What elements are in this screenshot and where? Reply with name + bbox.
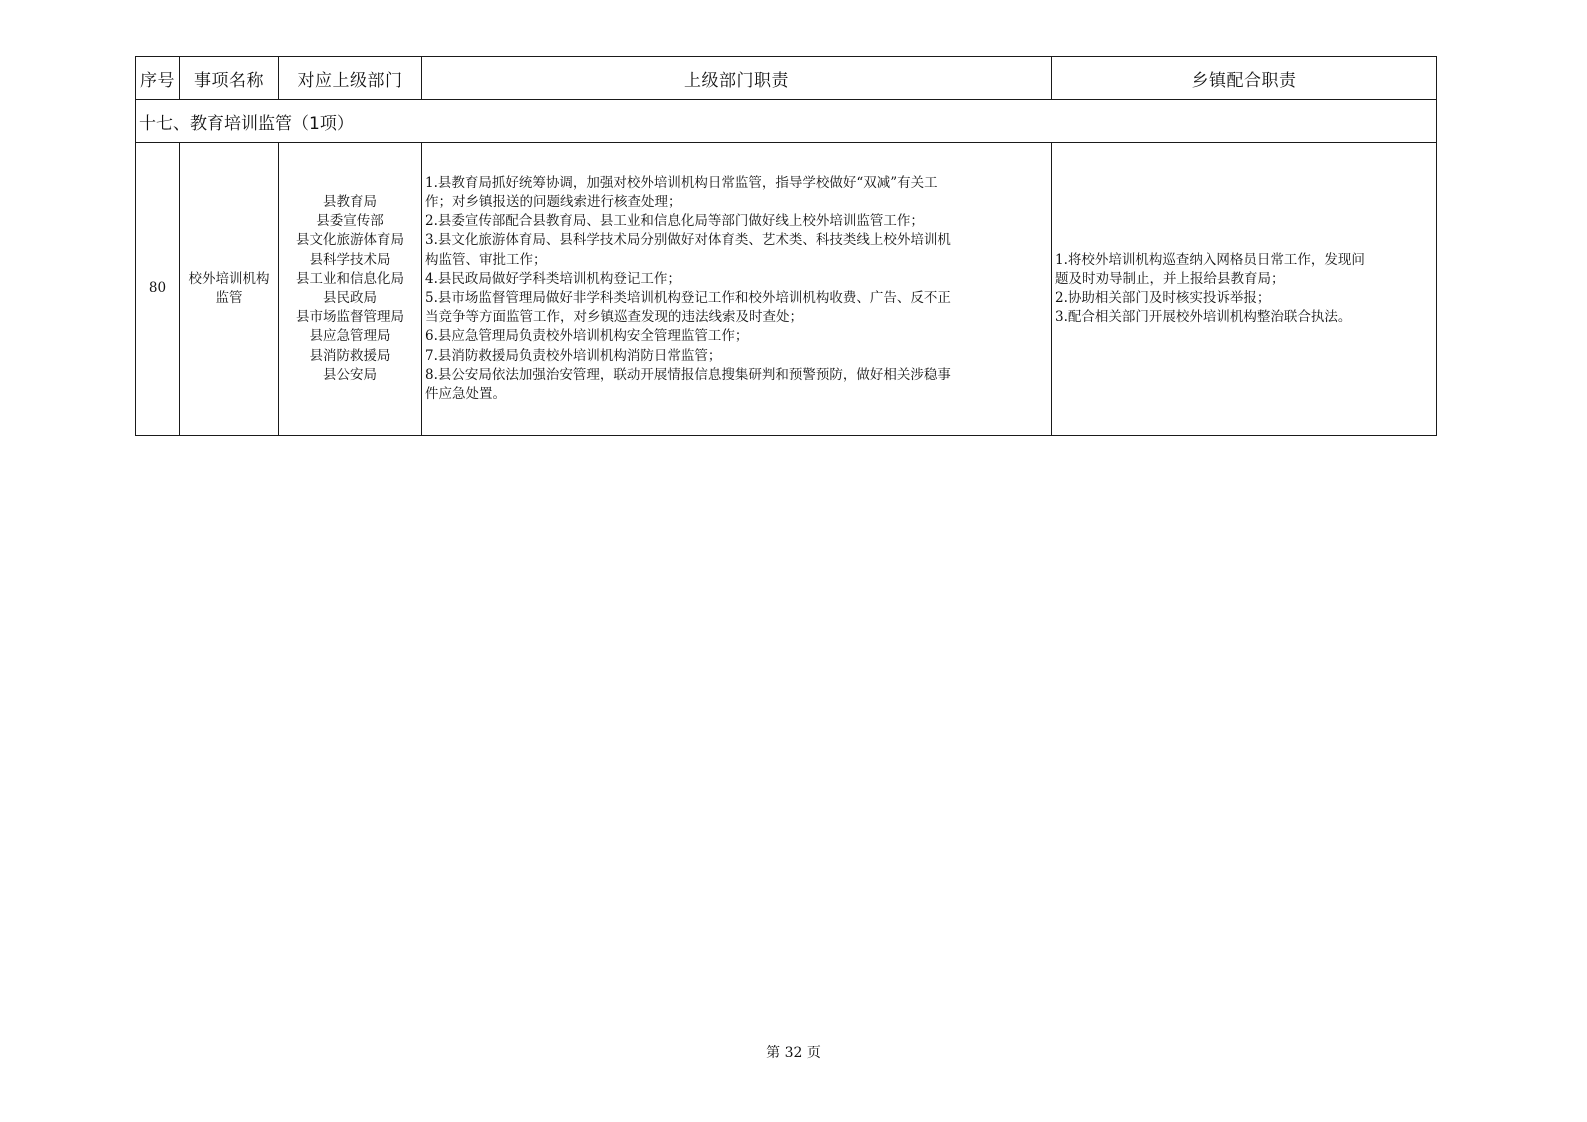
town-duty-line: 题及时劝导制止，并上报给县教育局； [1055, 270, 1285, 287]
upper-duty-line: 4.县民政局做好学科类培训机构登记工作； [425, 270, 681, 287]
header-upper-duty: 上级部门职责 [422, 57, 1052, 100]
table-header-row [136, 57, 1437, 100]
department-line: 县民政局 [323, 290, 377, 306]
upper-duty-line: 当竞争等方面监管工作，对乡镇巡查发现的违法线索及时查处； [425, 309, 803, 326]
upper-duty-line: 5.县市场监督管理局做好非学科类培训机构登记工作和校外培训机构收费、广告、反不正 [425, 290, 951, 306]
town-duty-line: 2.协助相关部门及时核实投诉举报； [1055, 290, 1271, 306]
town-duty-line: 1.将校外培训机构巡查纳入网格员日常工作，发现问 [1055, 251, 1365, 268]
header-seq: 序号 [136, 57, 180, 100]
page-number: 第 32 页 [766, 1045, 821, 1061]
section-row [136, 100, 1437, 143]
row-upper-duty [422, 143, 1052, 436]
upper-duty-line: 8.县公安局依法加强治安管理，联动开展情报信息搜集研判和预警预防，做好相关涉稳事 [425, 366, 951, 383]
item-name-line: 校外培训机构 [188, 270, 270, 287]
upper-duty-line: 3.县文化旅游体育局、县科学技术局分别做好对体育类、艺术类、科技类线上校外培训机 [425, 232, 951, 249]
department-line: 县市场监督管理局 [296, 309, 404, 326]
header-dept: 对应上级部门 [279, 57, 422, 100]
upper-duty-line: 作；对乡镇报送的问题线索进行核查处理； [425, 193, 682, 210]
upper-duty-line: 2.县委宣传部配合县教育局、县工业和信息化局等部门做好线上校外培训监管工作； [425, 213, 924, 230]
department-line: 县教育局 [323, 193, 377, 210]
department-line: 县工业和信息化局 [296, 270, 404, 287]
header-town-duty: 乡镇配合职责 [1052, 57, 1437, 100]
department-line: 县文化旅游体育局 [296, 232, 404, 249]
upper-duty-line: 1.县教育局抓好统筹协调，加强对校外培训机构日常监管，指导学校做好“双减”有关工 [425, 174, 938, 191]
department-line: 县委宣传部 [316, 213, 384, 230]
row-departments [279, 143, 422, 436]
section-title: 十七、教育培训监管（1项） [136, 100, 1437, 143]
department-line: 县消防救援局 [309, 347, 391, 364]
table-row [136, 143, 1437, 436]
upper-duty-line: 构监管、审批工作； [425, 251, 547, 268]
town-duty-line: 3.配合相关部门开展校外培训机构整治联合执法。 [1055, 309, 1352, 326]
upper-duty-line: 件应急处置。 [425, 386, 506, 403]
row-seq: 80 [136, 143, 180, 436]
header-item-name: 事项名称 [180, 57, 279, 100]
department-line: 县应急管理局 [309, 328, 391, 345]
upper-duty-line: 7.县消防救援局负责校外培训机构消防日常监管； [425, 347, 722, 364]
item-name-line: 监管 [215, 290, 243, 306]
upper-duty-line: 6.县应急管理局负责校外培训机构安全管理监管工作； [425, 328, 749, 345]
department-line: 县公安局 [323, 366, 377, 383]
row-town-duty [1052, 143, 1437, 436]
row-item-name [180, 143, 279, 436]
department-line: 县科学技术局 [309, 251, 391, 268]
duty-table [135, 56, 1437, 436]
